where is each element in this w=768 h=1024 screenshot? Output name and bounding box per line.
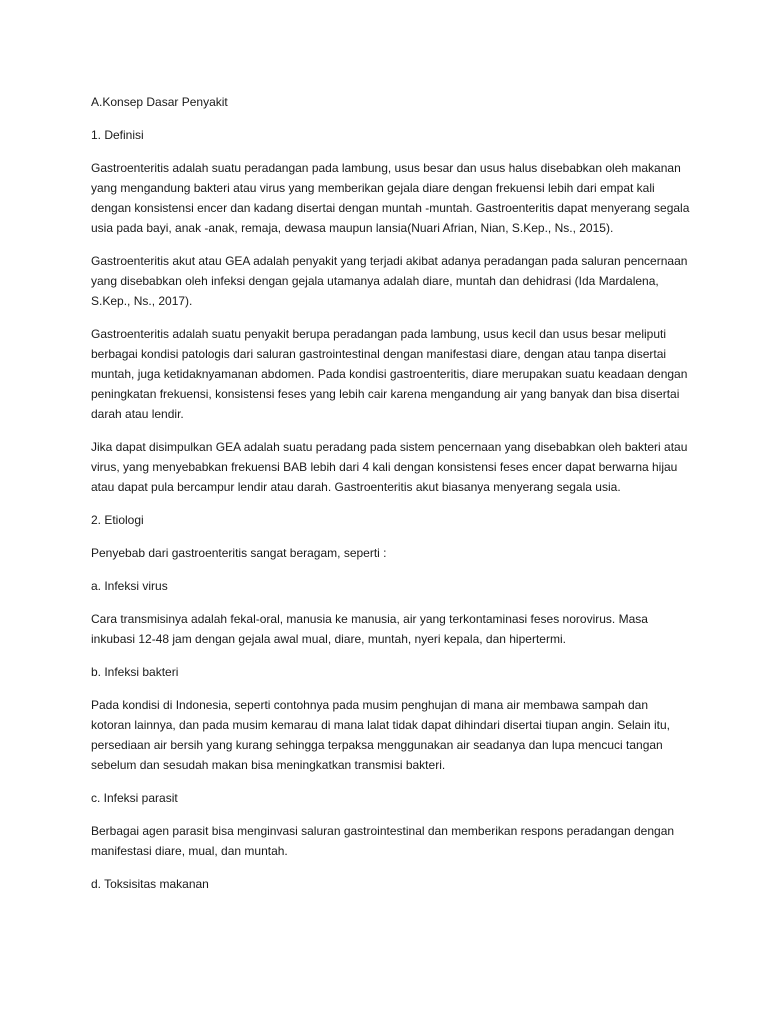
- subheading-toksisitas-makanan: d. Toksisitas makanan: [91, 877, 209, 891]
- section-heading-definisi: 1. Definisi: [91, 128, 144, 142]
- paragraph: Cara transmisinya adalah fekal-oral, manusia ke manusia, air yang terkontaminasi feses norovirus. Masa inkubasi 12-48 jam dengan gejala awal mual, diare, muntah, nyeri kepala, dan hipertermi.: [91, 612, 648, 646]
- section-heading-etiologi: 2. Etiologi: [91, 513, 144, 527]
- paragraph: Gastroenteritis adalah suatu penyakit berupa peradangan pada lambung, usus kecil dan usus besar meliputi berbagai kondisi patologis dari saluran gastrointestinal dengan manifestasi diare, dengan atau tanpa disertai muntah, juga ketidaknyamanan abdomen. Pada kondisi gastroenteritis, diare merupakan suatu keadaan dengan peningkatan frekuensi, konsistensi feses yang lebih cair karena mengandung air yang banyak dan bisa disertai darah atau lendir.: [91, 327, 688, 421]
- subheading-infeksi-parasit: c. Infeksi parasit: [91, 791, 178, 805]
- paragraph: Gastroenteritis adalah suatu peradangan pada lambung, usus besar dan usus halus disebabkan oleh makanan yang mengandung bakteri atau virus yang memberikan gejala diare dengan frekuensi lebih dari empat kali dengan konsistensi encer dan kadang disertai dengan muntah -muntah. Gastroenteritis dapat menyerang segala usia pada bayi, anak -anak, remaja, dewasa maupun lansia(Nuari Afrian, Nian, S.Kep., Ns., 2015).: [91, 161, 690, 235]
- paragraph: Penyebab dari gastroenteritis sangat beragam, seperti :: [91, 546, 387, 560]
- paragraph: Berbagai agen parasit bisa menginvasi saluran gastrointestinal dan memberikan respons peradangan dengan manifestasi diare, mual, dan muntah.: [91, 824, 675, 858]
- paragraph: Gastroenteritis akut atau GEA adalah penyakit yang terjadi akibat adanya peradangan pada saluran pencernaan yang disebabkan oleh infeksi dengan gejala utamanya adalah diare, muntah dan dehidrasi (Ida Mardalena, S.Kep., Ns., 2017).: [91, 254, 688, 308]
- paragraph: Pada kondisi di Indonesia, seperti contohnya pada musim penghujan di mana air membawa sampah dan kotoran lainnya, dan pada musim kemarau di mana lalat tidak dapat dihindari disertai tiupan angin. Selain itu, persediaan air bersih yang kurang sehingga terpaksa menggunakan air seadanya dan lupa mencuci tangan sebelum dan sesudah makan bisa meningkatkan transmisi bakteri.: [91, 698, 671, 772]
- document-title: A.Konsep Dasar Penyakit: [91, 95, 228, 109]
- paragraph: Jika dapat disimpulkan GEA adalah suatu peradang pada sistem pencernaan yang disebabkan oleh bakteri atau virus, yang menyebabkan frekuensi BAB lebih dari 4 kali dengan konsistensi feses encer dapat berwarna hijau atau dapat pula bercampur lendir atau darah. Gastroenteritis akut biasanya menyerang segala usia.: [91, 440, 688, 494]
- subheading-infeksi-bakteri: b. Infeksi bakteri: [91, 665, 179, 679]
- subheading-infeksi-virus: a. Infeksi virus: [91, 579, 168, 593]
- document-body: [91, 92, 691, 907]
